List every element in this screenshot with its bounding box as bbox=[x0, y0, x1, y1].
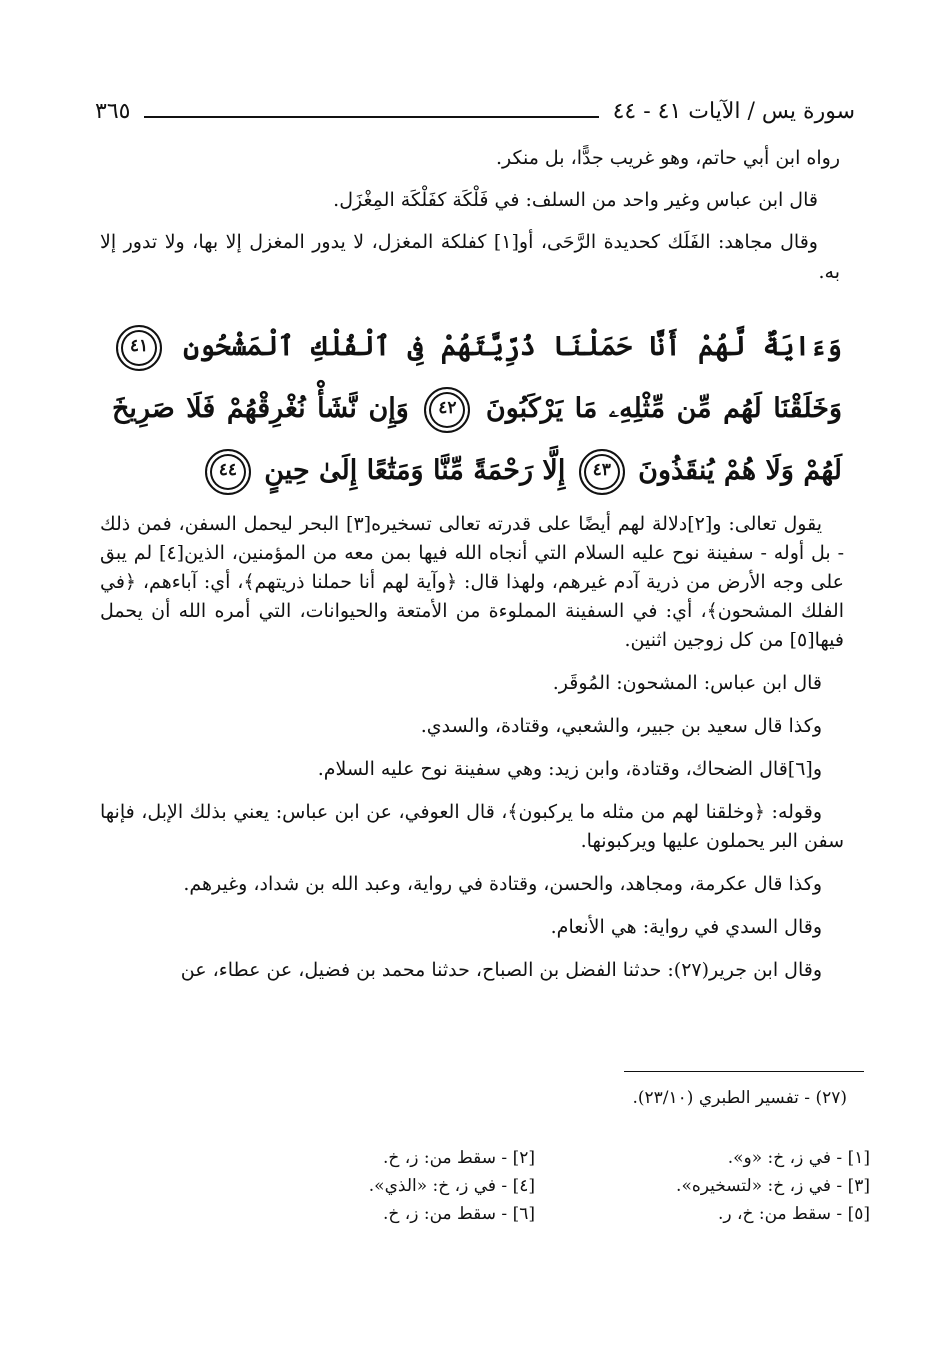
paragraph: وقال مجاهد: الفَلَك كحديدة الرَّحَى، أو[١] كفلكة المغزل، لا يدور المغزل إلا بها، ولا تدور إلا به. bbox=[100, 231, 840, 283]
verse-text: وَخَلَقْنَا لَهُم مِّن مِّثْلِهِۦ مَا يَرْكَبُونَ bbox=[485, 393, 843, 424]
ayah-number-marker: ٤٢ bbox=[424, 387, 470, 433]
paragraph: وكذا قال سعيد بن جبير، والشعبي، وقتادة، والسدي. bbox=[420, 715, 822, 737]
running-title: سورة يس / الآيات ٤١ - ٤٤ bbox=[612, 99, 855, 124]
tafsir-text bbox=[100, 510, 844, 999]
quran-verses bbox=[112, 316, 842, 502]
footnote-item: [٥] - سقط من: خ، ر. bbox=[717, 1204, 870, 1224]
paragraph: وقال ابن جرير(٢٧): حدثنا الفضل بن الصباح، حدثنا محمد بن فضيل، عن عطاء، عن bbox=[180, 959, 822, 981]
ayah-number-marker: ٤٤ bbox=[205, 449, 251, 495]
ayah-number-marker: ٤١ bbox=[116, 325, 162, 371]
footnote-item: [١] - في ز، خ: «و». bbox=[727, 1148, 870, 1168]
intro-text bbox=[100, 143, 840, 299]
footnote-list bbox=[220, 1148, 870, 1224]
footnote-item: [٤] - في ز، خ: «الذي». bbox=[368, 1176, 535, 1196]
verse-text: إِلَّا رَحْمَةً مِّنَّا وَمَتَٰعًا إِلَىٰ حِينٍ bbox=[264, 455, 566, 486]
footnote-item: [٦] - سقط من: ز، خ. bbox=[382, 1204, 535, 1224]
paragraph: وقال السدي في رواية: هي الأنعام. bbox=[550, 916, 822, 938]
paragraph: وكذا قال عكرمة، ومجاهد، والحسن، وقتادة في رواية، وعبد الله بن شداد، وغيرهم. bbox=[183, 873, 822, 895]
paragraph: وقوله: ﴿وخلقنا لهم من مثله ما يركبون﴾، قال العوفي، عن ابن عباس: يعني بذلك الإبل، فإنها سفن البر يحملون عليها ويركبونها. bbox=[100, 801, 844, 852]
verse-text: وَإِن نَّشَأْ نُغْرِقْهُمْ فَلَا صَرِيخَ لَهُمْ وَلَا هُمْ يُنقَذُونَ bbox=[112, 393, 842, 486]
header-rule bbox=[144, 116, 598, 118]
footnote-main: (٢٧) - تفسير الطبري (٢٣/١٠). bbox=[632, 1088, 847, 1108]
paragraph: قال ابن عباس وغير واحد من السلف: في فَلْكَة كفَلْكَة المِغْزَل. bbox=[333, 189, 818, 211]
paragraph: رواه ابن أبي حاتم، وهو غريب جدًّا، بل منكر. bbox=[495, 147, 840, 169]
paragraph: يقول تعالى: و[٢]دلالة لهم أيضًا على قدرته تعالى تسخيره[٣] البحر ليحمل السفن، فمن ذلك - بل أوله - سفينة نوح عليه السلام التي أنجاه الله فيها بمن معه من المؤمنين، الذين[٤] لم يبق على وجه الأرض من ذرية آدم غيرهم، ولهذا قال: ﴿وآية لهم أنا حملنا ذريتهم﴾، أي: آباءهم، ﴿في الفلك المشحون﴾، أي: في السفينة المملوءة من الأمتعة والحيوانات، التي أمره الله أن يحمل فيها[٥] من كل زوجين اثنين. bbox=[100, 513, 845, 651]
verse-text: وَءَايَةٌ لَّهُمْ أَنَّا حَمَلْنَا ذُرِّيَّتَهُمْ فِى ٱلْفُلْكِ ٱلْمَشْحُونِ bbox=[183, 331, 842, 362]
footnote-item: [٢] - سقط من: ز، خ. bbox=[382, 1148, 535, 1168]
footnote-item: [٣] - في ز، خ: «لتسخيره». bbox=[676, 1176, 870, 1196]
page-number: ٣٦٥ bbox=[95, 99, 131, 124]
page-header bbox=[95, 88, 855, 124]
footnote-rule bbox=[624, 1071, 864, 1072]
paragraph: قال ابن عباس: المشحون: المُوقَر. bbox=[552, 672, 822, 694]
paragraph: و[٦]قال الضحاك، وقتادة، وابن زيد: وهي سفينة نوح عليه السلام. bbox=[317, 758, 822, 780]
ayah-number-marker: ٤٣ bbox=[579, 449, 625, 495]
